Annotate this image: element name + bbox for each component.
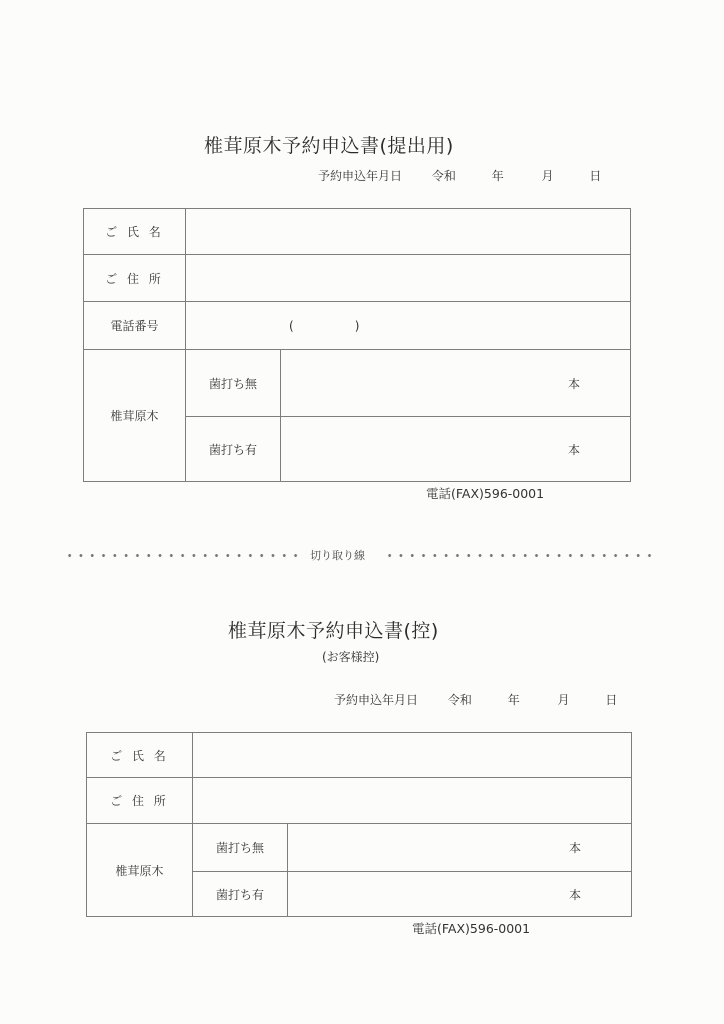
form2-era: 令和 xyxy=(447,693,472,707)
form2-option1-unit: 本 xyxy=(568,841,581,855)
form1-address-label: ご 住 所 xyxy=(84,255,186,302)
form1-option1-unit: 本 xyxy=(567,376,580,391)
form1-phone-field[interactable] xyxy=(186,302,631,350)
form2-address-field[interactable] xyxy=(193,778,632,824)
form2-address-row xyxy=(87,778,632,824)
form2-option2-label: 菌打ち有 xyxy=(193,872,288,917)
form2-table xyxy=(86,732,632,917)
form1-option1-row xyxy=(84,350,631,417)
form2-option2-qty-field[interactable] xyxy=(288,872,632,917)
form2-option1-label: 菌打ち無 xyxy=(193,824,288,872)
form2-subtitle: (お客様控) xyxy=(322,650,380,664)
form1-logs-label: 椎茸原木 xyxy=(84,350,186,482)
form2-title: 椎茸原木予約申込書(控) xyxy=(228,620,439,642)
form2-tel: 電話(FAX)596-0001 xyxy=(412,921,531,936)
form2-name-row xyxy=(87,733,632,778)
form1-day: 日 xyxy=(589,169,602,183)
form1-name-field[interactable] xyxy=(186,209,631,255)
cut-line-label: 切り取り線 xyxy=(310,549,365,562)
form1-phone-label: 電話番号 xyxy=(84,302,186,350)
form2-option1-row xyxy=(87,824,632,872)
form1-table xyxy=(83,208,631,482)
form1-option2-qty-field[interactable] xyxy=(281,417,631,482)
form1-address-field[interactable] xyxy=(186,255,631,302)
form2-logs-label: 椎茸原木 xyxy=(87,824,193,917)
form1-month: 月 xyxy=(541,169,554,183)
form1-option1-qty-field[interactable] xyxy=(281,350,631,417)
form2-option2-unit: 本 xyxy=(568,887,581,902)
form1-option2-label: 菌打ち有 xyxy=(186,417,281,482)
form1-title: 椎茸原木予約申込書(提出用) xyxy=(204,135,454,157)
form1-option1-label: 菌打ち無 xyxy=(186,350,281,417)
form2-address-label: ご 住 所 xyxy=(87,778,193,824)
form2-day: 日 xyxy=(605,693,618,707)
form1-name-row xyxy=(84,209,631,255)
form1-address-row xyxy=(84,255,631,302)
form1-date-label: 予約申込年月日 xyxy=(318,169,403,183)
form2-month: 月 xyxy=(557,693,570,707)
form2-date-line xyxy=(334,691,617,708)
form2-name-field[interactable] xyxy=(193,733,632,778)
form1-era: 令和 xyxy=(431,169,456,183)
form1-option2-unit: 本 xyxy=(567,442,580,457)
form1-name-label: ご 氏 名 xyxy=(84,209,186,255)
form2-date-label: 予約申込年月日 xyxy=(334,693,419,707)
cut-line-dots-right xyxy=(384,554,656,557)
form1-tel: 電話(FAX)596-0001 xyxy=(426,486,545,501)
form1-phone-parens: ( ) xyxy=(289,318,360,333)
form1-date-line xyxy=(318,167,601,184)
form1-phone-row xyxy=(84,302,631,350)
form2-option1-qty-field[interactable] xyxy=(288,824,632,872)
cut-line xyxy=(64,548,656,562)
form2-year: 年 xyxy=(507,693,520,707)
form1-year: 年 xyxy=(491,169,504,183)
form2-name-label: ご 氏 名 xyxy=(87,733,193,778)
cut-line-dots-left xyxy=(64,554,304,557)
